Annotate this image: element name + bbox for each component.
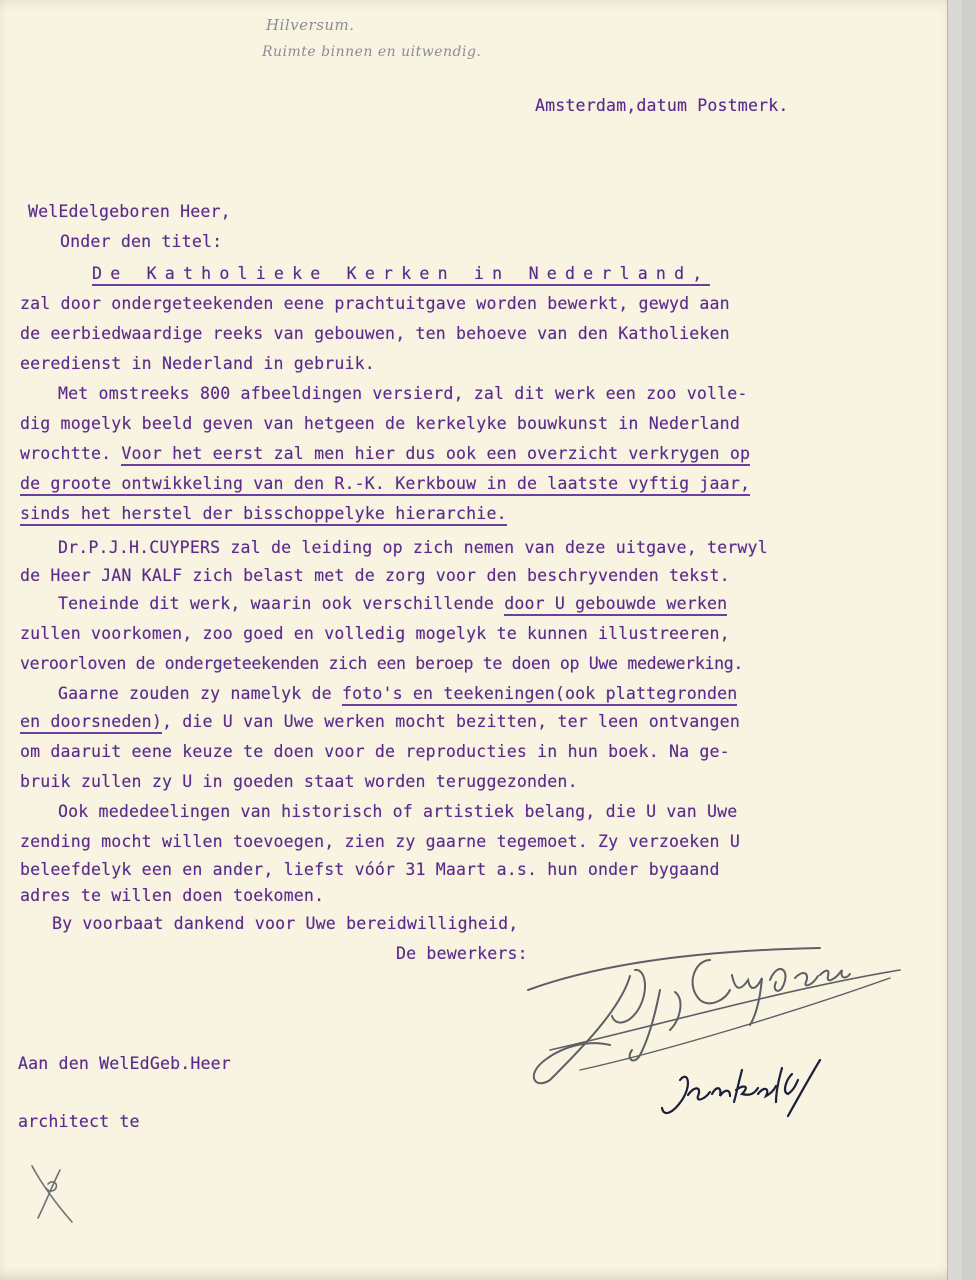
p5-line3: om daaruit eene keuze te doen voor de reproducties in hun boek. Na ge- [20, 742, 730, 761]
address-line1: Aan den WelEdGeb.Heer [18, 1054, 231, 1073]
salutation: WelEdelgeboren Heer, [28, 202, 231, 221]
p5-line1 [58, 684, 737, 703]
place-date: Amsterdam,datum Postmerk. [535, 96, 789, 115]
p5-line2 [20, 712, 740, 731]
p2-line4-underlined: de groote ontwikkeling van den R.-K. Kerkbouw in de laatste vyftig jaar, [20, 474, 750, 496]
p3-line2: de Heer JAN KALF zich belast met de zorg voor den beschryvenden tekst. [20, 566, 730, 585]
p2-line3 [20, 444, 750, 463]
p2-line1: Met omstreeks 800 afbeeldingen versierd, zal dit werk een zoo volle- [58, 384, 748, 403]
p4-line1-underlined: door U gebouwde werken [504, 594, 727, 616]
p6-line1: Ook mededeelingen van historisch of artistiek belang, die U van Uwe [58, 802, 738, 821]
p6-line2: zending mocht willen toevoegen, zien zy gaarne tegemoet. Zy verzoeken U [20, 832, 740, 851]
pencil-note-line2: Ruimte binnen en uitwendig. [262, 44, 482, 60]
closing-line: By voorbaat dankend voor Uwe bereidwilligheid, [52, 914, 519, 933]
p6-line4: adres te willen doen toekomen. [20, 886, 325, 905]
p2-line5-underlined: sinds het herstel der bisschoppelyke hierarchie. [20, 504, 507, 526]
p4-line3: veroorloven de ondergeteekenden zich een beroep te doen op Uwe medewerking. [20, 654, 744, 673]
p2-line3-start: wrochtte. [20, 444, 122, 463]
p4-line1 [58, 594, 727, 613]
pencil-note-line1: Hilversum. [266, 16, 355, 34]
p2-line5 [20, 504, 507, 523]
p5-line1-underlined: foto's en teekeningen(ook plattegronden [342, 684, 737, 706]
p2-line3-underlined: Voor het eerst zal men hier dus ook een overzicht verkrygen op [121, 444, 750, 466]
p1-line2: de eerbiedwaardige reeks van gebouwen, ten behoeve van den Katholieken [20, 324, 730, 343]
intro-line: Onder den titel: [60, 232, 223, 251]
p4-line2: zullen voorkomen, zoo goed en volledig mogelyk te kunnen illustreeren, [20, 624, 730, 643]
book-title [92, 264, 710, 283]
p2-line2: dig mogelyk beeld geven van hetgeen de kerkelyke bouwkunst in Nederland [20, 414, 740, 433]
p4-line1-start: Teneinde dit werk, waarin ook verschillende [58, 594, 505, 613]
p1-line1: zal door ondergeteekenden eene prachtuitgave worden bewerkt, gewyd aan [20, 294, 730, 313]
p6-line3: beleefdelyk een en ander, liefst vóór 31 Maart a.s. hun onder bygaand [20, 860, 720, 879]
p5-line2-rest: , die U van Uwe werken mocht bezitten, ter leen ontvangen [161, 712, 740, 731]
p2-line4 [20, 474, 750, 493]
address-line2: architect te [18, 1112, 140, 1131]
kalf-signature [658, 1050, 828, 1130]
signature-label: De bewerkers: [396, 944, 528, 963]
p3-line1: Dr.P.J.H.CUYPERS zal de leiding op zich nemen van deze uitgave, terwyl [58, 538, 768, 557]
p5-line1-start: Gaarne zouden zy namelyk de [58, 684, 342, 703]
p5-line4: bruik zullen zy U in goeden staat worden teruggezonden. [20, 772, 578, 791]
pencil-cross-mark [22, 1158, 82, 1228]
book-title-text: De Katholieke Kerken in Nederland, [92, 264, 710, 286]
sheet-edge [947, 0, 962, 1280]
p5-line2-underlined: en doorsneden) [20, 712, 162, 734]
p1-line3: eeredienst in Nederland in gebruik. [20, 354, 375, 373]
